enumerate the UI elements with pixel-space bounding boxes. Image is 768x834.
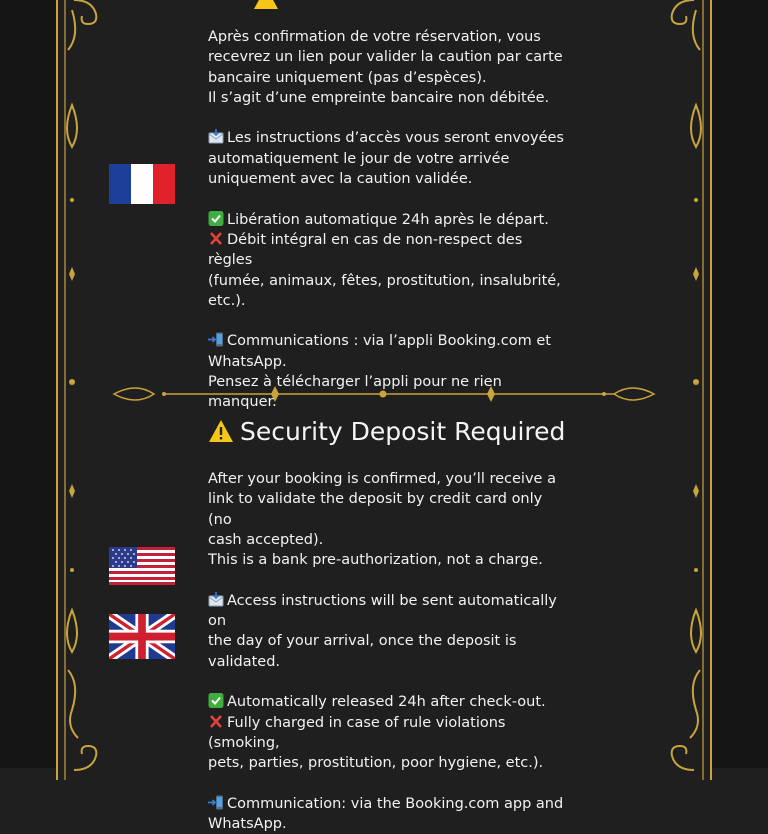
fr-line: bancaire uniquement (pas d’espèces). — [208, 69, 487, 86]
en-line: validated. — [208, 653, 281, 670]
fr-line: uniquement avec la caution validée. — [208, 171, 473, 188]
en-line: Automatically released 24h after check-out. — [208, 692, 568, 712]
en-line: cash accepted). — [208, 531, 324, 548]
right-margin — [712, 0, 768, 768]
french-section — [208, 27, 568, 413]
mobile-phone-with-arrow-icon — [208, 332, 224, 347]
fr-line: Libération automatique 24h après le départ. — [208, 210, 568, 230]
fr-line: Après confirmation de votre réservation, vous — [208, 29, 541, 45]
flag-uk — [109, 614, 175, 659]
en-line: WhatsApp. — [208, 816, 287, 833]
fr-line: Les instructions d’accès vous seront envoyées — [208, 128, 568, 148]
en-line: Fully charged in case of rule violations (smoking, — [208, 714, 506, 751]
fr-line: Pensez à télécharger l’appli pour ne rien manquer. — [208, 374, 502, 411]
fr-line: WhatsApp. — [208, 353, 287, 370]
fr-line: recevrez un lien pour valider la caution par carte — [208, 49, 563, 66]
fr-line: Communications : via l’appli Booking.com et — [208, 331, 568, 351]
en-line: Access instructions will be sent automatically on — [208, 592, 557, 630]
check-mark-button-icon — [208, 693, 224, 708]
en-line: Communication: via the Booking.com app and — [208, 794, 568, 814]
fr-line: Il s’agit d’une empreinte bancaire non débitée. — [208, 89, 550, 106]
cross-mark-icon — [208, 231, 224, 246]
fr-line: etc.). — [208, 292, 246, 309]
envelope-with-arrow-icon — [208, 592, 224, 607]
fr-line: automatiquement le jour de votre arrivée — [208, 150, 510, 167]
check-mark-button-icon — [208, 211, 224, 226]
section-title-text: Security Deposit Required — [240, 417, 566, 446]
en-line: the day of your arrival, once the deposit is — [208, 633, 517, 650]
section-title — [208, 414, 568, 450]
english-section — [208, 469, 568, 834]
left-margin — [0, 0, 56, 768]
flag-france — [109, 164, 175, 204]
fr-line: (fumée, animaux, fêtes, prostitution, insalubrité, — [208, 272, 561, 289]
warning-icon — [253, 0, 279, 10]
en-line: This is a bank pre-authorization, not a charge. — [208, 552, 543, 569]
mobile-phone-with-arrow-icon — [208, 795, 224, 810]
envelope-with-arrow-icon — [208, 129, 224, 144]
en-line: After your booking is confirmed, you’ll receive a — [208, 471, 556, 487]
en-line: link to validate the deposit by credit card only (no — [208, 491, 543, 528]
flag-usa — [109, 547, 175, 585]
cross-mark-icon — [208, 714, 224, 729]
fr-line: Débit intégral en cas de non-respect des règles — [208, 231, 523, 269]
warning-icon — [208, 419, 234, 443]
en-line: pets, parties, prostitution, poor hygiene, etc.). — [208, 755, 544, 772]
